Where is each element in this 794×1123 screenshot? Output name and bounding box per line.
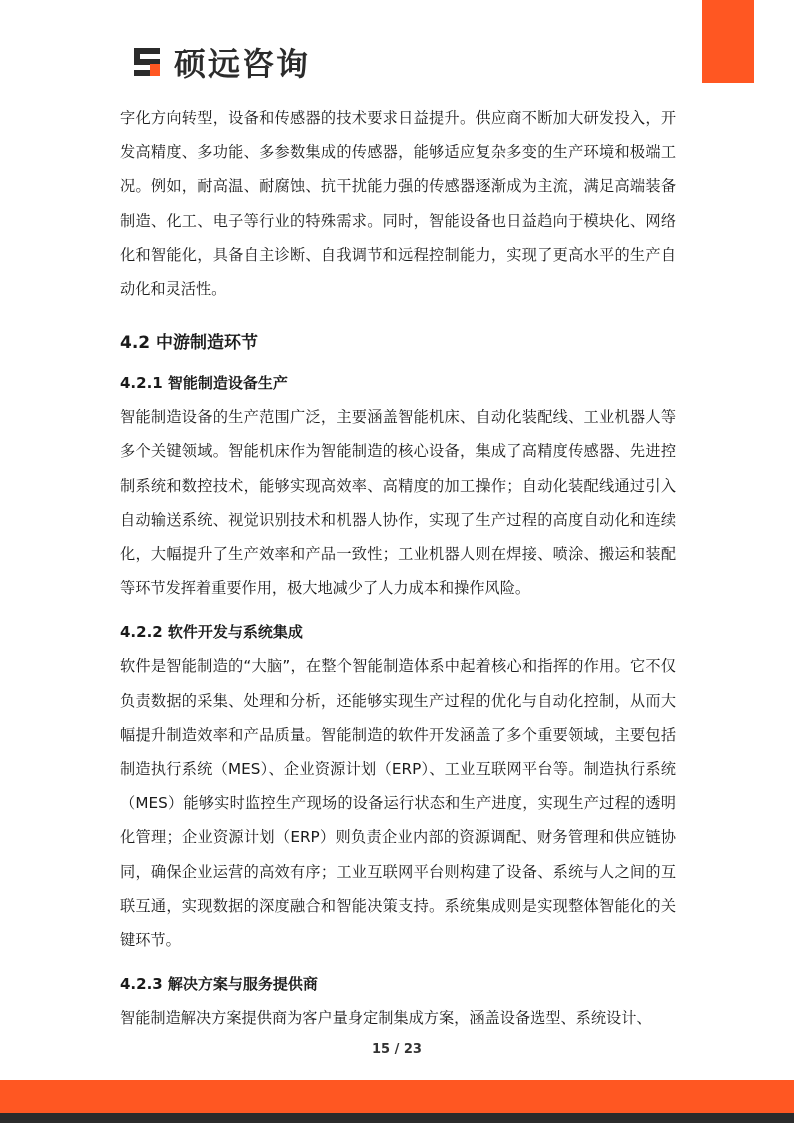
brand-logo [130,42,310,82]
footer-dark-bar [0,1113,794,1123]
subsection-heading-4-2-3: 4.2.3 解决方案与服务提供商 [120,975,318,994]
footer-accent-bar [0,1080,794,1113]
subsection-text-4-2-2: 软件是智能制造的“大脑”，在整个智能制造体系中起着核心和指挥的作用。它不仅负责数据的采集、处理和分析，还能够实现生产过程的优化与自动化控制，从而大幅提升制造效率和产品质量。智能制造的软件开发涵盖了多个重要领域，主要包括制造执行系统（MES）、企业资源计划（ERP）、工业互联网平台等。制造执行系统（MES）能够实时监控生产现场的设备运行状态和生产进度，实现生产过程的透明化管理；企业资源计划（ERP）则负责企业内部的资源调配、财务管理和供应链协同，确保企业运营的高效有序；工业互联网平台则构建了设备、系统与人之间的互联互通，实现数据的深度融合和智能决策支持。系统集成则是实现整体智能化的关键环节。 [120,657,676,950]
document-body [120,101,676,1035]
intro-paragraph: 字化方向转型，设备和传感器的技术要求日益提升。供应商不断加大研发投入，开发高精度、多功能、多参数集成的传感器，能够适应复杂多变的生产环境和极端工况。例如，耐高温、耐腐蚀、抗干扰能力强的传感器逐渐成为主流，满足高端装备制造、化工、电子等行业的特殊需求。同时，智能设备也日益趋向于模块化、网络化和智能化，具备自主诊断、自我调节和远程控制能力，实现了更高水平的生产自动化和灵活性。 [120,109,676,299]
brand-name: 硕远咨询 [174,45,311,83]
section-heading-4-2: 4.2 中游制造环节 [120,333,259,354]
header-accent-tab [702,0,754,83]
page-number: 15 / 23 [372,1042,422,1057]
subsection-text-4-2-1: 智能制造设备的生产范围广泛，主要涵盖智能机床、自动化装配线、工业机器人等多个关键领域。智能机床作为智能制造的核心设备，集成了高精度传感器、先进控制系统和数控技术，能够实现高效率、高精度的加工操作；自动化装配线通过引入自动输送系统、视觉识别技术和机器人协作，实现了生产过程的高度自动化和连续化，大幅提升了生产效率和产品一致性；工业机器人则在焊接、喷涂、搬运和装配等环节发挥着重要作用，极大地减少了人力成本和操作风险。 [120,408,676,598]
subsection-text-4-2-3: 智能制造解决方案提供商为客户量身定制集成方案，涵盖设备选型、系统设计、 [120,1009,652,1028]
s-logo-icon [130,44,166,80]
subsection-heading-4-2-2: 4.2.2 软件开发与系统集成 [120,623,303,642]
subsection-heading-4-2-1: 4.2.1 智能制造设备生产 [120,374,288,393]
